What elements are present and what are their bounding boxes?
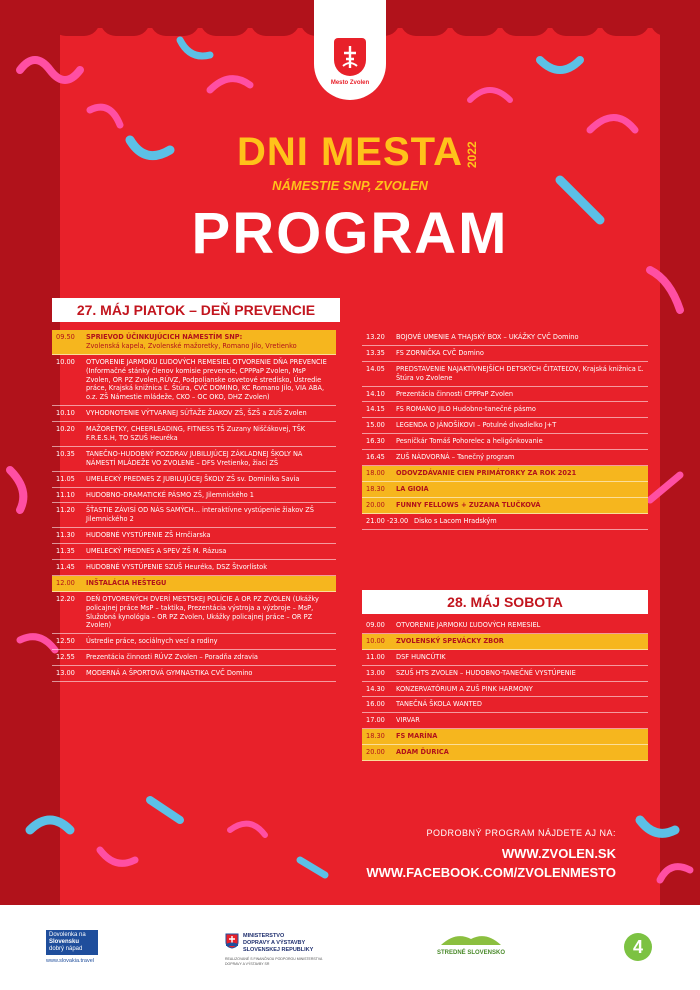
program-item-time: 18.30 <box>366 484 385 493</box>
program-item-time: 16.45 <box>366 453 385 462</box>
program-item <box>52 355 336 406</box>
program-item-text-wrap <box>396 485 644 494</box>
program-item-text-wrap <box>86 547 332 556</box>
program-item-time: 11.35 <box>56 547 75 556</box>
program-item-text: Pesničkár Tomáš Pohorelec a heligónkovanie <box>396 437 543 446</box>
program-item-time: 15.00 <box>366 421 385 430</box>
program-item <box>362 666 648 682</box>
program-item-time: 13.00 <box>56 669 75 678</box>
program-item-time: 12.00 <box>56 578 75 587</box>
program-item-text: KONZERVATÓRIUM A ZUŠ PINK HARMONY <box>396 684 533 693</box>
program-item-time: 14.10 <box>366 389 385 398</box>
program-item-text: SZUŠ HTS ZVOLEN – HUDOBNO-TANEČNÉ VYSTÚPENIE <box>396 668 576 677</box>
program-item-time: 16.00 <box>366 700 385 709</box>
program-item-time: 11.20 <box>56 506 75 515</box>
ministry-logo <box>225 933 335 966</box>
program-item-text: Prezentácia činnosti CPPPaP Zvolen <box>396 389 514 398</box>
program-item-text-wrap <box>396 732 644 741</box>
program-item-text-wrap <box>396 501 644 510</box>
program-item <box>362 402 648 418</box>
program-item-text: Ústredie práce, sociálnych vecí a rodiny <box>86 637 218 646</box>
website-link[interactable]: WWW.ZVOLEN.SK <box>501 846 616 861</box>
program-item <box>52 576 336 592</box>
program-item-time: 14.30 <box>366 684 385 693</box>
program-item-text: PREDSTAVENIE NAJAKTÍVNEJŠÍCH DETSKÝCH ČITATEĽOV, Krajská knižnica Ľ. Štúra vo Zvolene <box>396 364 644 382</box>
program-item-time: 11.45 <box>56 563 75 572</box>
program-item-time: 13.20 <box>366 333 385 341</box>
program-item <box>362 482 648 498</box>
program-item-text: HUDOBNÉ VYSTÚPENIE SZUŠ Heuréka, DSZ Štvorlístok <box>86 563 268 572</box>
program-item-text: MODERNÁ A ŠPORTOVÁ GYMNASTIKA CVČ Domino <box>86 669 253 678</box>
day1-right-column <box>362 330 648 530</box>
program-item-text: LA GIOIA <box>396 484 429 493</box>
program-item <box>362 618 648 634</box>
event-year: 2022 <box>465 141 479 168</box>
city-logo-tab <box>314 0 386 100</box>
program-item-text: MAŽORETKY, CHEERLEADING, FITNESS TŠ Zuzany Niščákovej, TŠK F.R.E.S.H, TO SZUŠ Heuréka <box>86 425 306 443</box>
program-item <box>52 528 336 544</box>
more-info-text: PODROBNÝ PROGRAM NÁJDETE AJ NA: <box>426 828 616 838</box>
program-item-text-wrap <box>86 450 332 468</box>
program-item <box>52 544 336 560</box>
program-item-time: 12.20 <box>56 594 75 603</box>
program-item <box>362 682 648 698</box>
program-item-text-wrap <box>86 595 332 631</box>
program-item-text-wrap <box>396 390 644 399</box>
slovak-emblem-icon <box>225 933 239 949</box>
program-item-text-wrap <box>396 365 644 383</box>
program-item-text: DSF HUNCÚTIK <box>396 652 446 661</box>
facebook-link[interactable]: WWW.FACEBOOK.COM/ZVOLENMESTO <box>366 865 616 880</box>
program-item-text: FS MARÍNA <box>396 732 438 741</box>
program-item-time: 12.55 <box>56 653 75 662</box>
program-item-text: ODOVZDÁVANIE CIEN PRIMÁTORKY ZA ROK 2021 <box>396 469 577 478</box>
program-item <box>362 498 648 514</box>
program-item <box>362 650 648 666</box>
stredne-slovensko-logo <box>436 931 506 956</box>
program-item-text-wrap <box>396 621 644 630</box>
program-item-text: VIRVAR <box>396 716 420 725</box>
program-item <box>52 592 336 635</box>
program-item-text: FS ROMANO JILO Hudobno-tanečné pásmo <box>396 405 536 414</box>
program-item-time: 10.00 <box>56 357 75 366</box>
program-item-text-wrap <box>86 579 332 588</box>
program-item-time: 10.10 <box>56 409 75 418</box>
channel-logo <box>624 933 652 961</box>
ministry-line3: SLOVENSKEJ REPUBLIKY <box>243 947 314 954</box>
program-item-text: HUDOBNÉ VYSTÚPENIE ZŠ Hrnčiarska <box>86 531 211 540</box>
day1-heading: 27. MÁJ PIATOK – DEŇ PREVENCIE <box>52 298 340 322</box>
program-item-text-wrap <box>86 409 332 418</box>
channel-number: 4 <box>632 937 643 957</box>
program-item-time: 13.35 <box>366 348 385 357</box>
program-item-subtext: Zvolenská kapela, Zvolenské mažoretky, Romano Jilo, Vretienko <box>86 341 297 350</box>
program-item <box>362 713 648 729</box>
program-item <box>52 447 336 472</box>
program-item-text-wrap <box>396 653 644 662</box>
program-item-text: ZUŠ NÁDVORNÁ – Tanečný program <box>396 453 515 462</box>
program-item-text-wrap <box>396 421 644 430</box>
program-item-time: 11.10 <box>56 490 75 499</box>
event-location: NÁMESTIE SNP, ZVOLEN <box>272 178 428 193</box>
program-item-time: 14.15 <box>366 405 385 414</box>
program-item-time: 10.20 <box>56 425 75 434</box>
program-item-time: 12.50 <box>56 637 75 646</box>
program-item <box>52 503 336 528</box>
hills-icon <box>441 931 501 945</box>
program-item-text-wrap <box>86 653 332 662</box>
program-item-time: 18.00 <box>366 469 385 478</box>
day2-heading: 28. MÁJ SOBOTA <box>362 590 648 614</box>
program-item-text: ŠŤASTIE ZÁVISÍ OD NÁS SAMÝCH... interaktívne vystúpenie žiakov ZŠ Jilemnického 2 <box>86 506 314 524</box>
program-item <box>362 362 648 387</box>
program-item-time: 10.35 <box>56 449 75 458</box>
program-item <box>52 560 336 576</box>
program-item-time: 14.05 <box>366 364 385 373</box>
program-item-time: 20.00 <box>366 748 385 757</box>
program-item <box>362 418 648 434</box>
program-item-text-wrap <box>396 349 644 358</box>
program-item-text-wrap <box>86 563 332 572</box>
program-item-text: UMELECKÝ PREDNES A SPEV ZŠ M. Rázusa <box>86 547 227 556</box>
program-item <box>52 650 336 666</box>
program-item <box>52 406 336 422</box>
program-item-text-wrap <box>396 685 644 694</box>
program-item-text: HUDOBNO-DRAMATICKÉ PÁSMO ZŠ, Jilemnického 1 <box>86 490 255 499</box>
program-item-text-wrap <box>86 491 332 500</box>
day1-left-column <box>52 330 336 682</box>
program-item-time: 09.00 <box>366 621 385 629</box>
program-item-text-wrap <box>396 748 644 757</box>
program-item-time: 20.00 <box>366 500 385 509</box>
program-item-time: 17.00 <box>366 716 385 725</box>
program-item-time: 11.05 <box>56 474 75 483</box>
program-item <box>362 697 648 713</box>
sponsor-footer <box>0 905 700 990</box>
program-item-text: LEGENDA O JÁNOŠÍKOVI – Potulné divadielko J+T <box>396 421 557 430</box>
program-item-text: FS ZORNIČKA CVČ Domino <box>396 348 484 357</box>
sk-travel-url: www.slovakia.travel <box>46 957 94 964</box>
program-item-time: 10.00 <box>366 636 385 645</box>
program-item-text-wrap <box>396 716 644 725</box>
program-item <box>362 466 648 482</box>
program-item-text: ZVOLENSKÝ SPEVÁCKY ZBOR <box>396 636 504 645</box>
program-item-text: OTVORENIE JARMOKU ĽUDOVÝCH REMESIEL OTVORENIE DŇA PREVENCIE (Informačné stánky členov komisie prevencie, CPPPaP Zvolen, MsP Zvolen, OR PZ Zvolen,RÚVZ, Podpolianske osvetové stredisko, Ústredie práce, Krajská knižnica Ľ. Štúra, CVČ DOMINO, KC Romano Jilo, VIA ABA, o.z. ZŠ Námestie mládeže, CKO – OC OKO, DHZ Zvolen) <box>86 357 327 402</box>
program-item <box>52 666 336 682</box>
program-item <box>362 434 648 450</box>
program-item-text: Disko s Lacom Hradským <box>414 516 497 525</box>
program-item-text-wrap <box>86 475 332 484</box>
program-item-text-wrap <box>86 506 332 524</box>
program-item <box>362 330 648 346</box>
program-item-text-wrap <box>396 669 644 678</box>
program-item <box>362 387 648 403</box>
day2-column <box>362 618 648 761</box>
program-heading: PROGRAM <box>191 201 509 266</box>
program-item-text-wrap <box>86 333 332 351</box>
program-item-text-wrap <box>396 405 644 414</box>
program-item-text: OTVORENIE JARMOKU ĽUDOVÝCH REMESIEL <box>396 621 541 629</box>
ministry-line2: DOPRAVY A VÝSTAVBY <box>243 940 306 947</box>
program-item-text-wrap <box>86 637 332 646</box>
ministry-note: REALIZOVANÉ S FINANČNOU PODPOROU MINISTERSTVA DOPRAVY A VÝSTAVBY SR <box>225 957 323 966</box>
program-item-text-wrap <box>86 669 332 678</box>
program-item-text: TANEČNÁ ŠKOLA WANTED <box>396 700 482 709</box>
program-item <box>362 745 648 761</box>
program-item-text-wrap <box>86 425 332 443</box>
program-item-text: ADAM ĎURICA <box>396 748 449 757</box>
program-item-time: 11.00 <box>366 652 385 661</box>
slovakia-travel-logo <box>46 930 98 964</box>
program-item <box>362 346 648 362</box>
program-item-text: TANEČNO-HUDOBNÝ POZDRAV JUBILUJÚCEJ ZÁKLADNEJ ŠKOLY NA NÁMESTÍ MLÁDEŽE VO ZVOLENE – DFS Vretienko, žiaci ZŠ <box>86 449 303 467</box>
region-name: STREDNÉ SLOVENSKO <box>436 950 505 956</box>
program-item-text: UMELECKÝ PREDNES Z JUBILUJÚCEJ ŠKOLY ZŠ sv. Dominika Savia <box>86 474 300 483</box>
program-item-text-wrap <box>86 358 332 402</box>
program-item-text-wrap <box>396 637 644 646</box>
program-item-text-wrap <box>396 453 644 462</box>
program-item-time: 09.50 <box>56 333 75 341</box>
program-item <box>52 472 336 488</box>
program-item <box>52 330 336 355</box>
sk-travel-line3: dobrý nápad <box>49 945 83 952</box>
program-item-text-wrap <box>396 437 644 446</box>
program-item-text: FUNNY FELLOWS + ZUZANA TLUČKOVÁ <box>396 500 541 509</box>
program-item <box>362 514 648 530</box>
city-coat-of-arms-icon <box>334 38 366 76</box>
program-item <box>52 488 336 504</box>
event-title: DNI MESTA <box>236 130 464 174</box>
program-item <box>362 729 648 745</box>
more-info <box>366 828 616 880</box>
ministry-line1: MINISTERSTVO <box>243 933 285 939</box>
program-item-time: 11.30 <box>56 531 75 540</box>
program-item-text: VYHODNOTENIE VÝTVARNEJ SÚŤAŽE ŽIAKOV ZŠ, ŠZŠ a ZUŠ Zvolen <box>86 409 307 418</box>
program-item-text-wrap <box>396 333 644 342</box>
sk-travel-line1: Dovolenka na <box>49 932 86 938</box>
program-item-text-wrap <box>414 517 644 526</box>
sk-travel-line2: Slovensku <box>49 938 80 945</box>
program-item-text: Prezentácia činnosti RÚVZ Zvolen – Poradňa zdravia <box>86 653 258 662</box>
program-item <box>52 422 336 447</box>
program-item <box>362 634 648 650</box>
program-item-text-wrap <box>86 531 332 540</box>
program-item-time: 16.30 <box>366 437 385 446</box>
city-logo-name: Mesto Zvolen <box>330 80 370 86</box>
program-item-time: 18.30 <box>366 732 385 741</box>
program-item-text: BOJOVÉ UMENIE A THAJSKÝ BOX – UKÁŽKY CVČ Domino <box>396 333 579 341</box>
program-item <box>52 634 336 650</box>
program-item-text: DEŇ OTVORENÝCH DVERÍ MESTSKEJ POLÍCIE A OR PZ ZVOLEN (Ukážky policajnej práce MsP – taktika, Prezentácia výstroja a výzbroje – MsP, Služobná kynológia – OR PZ Zvolen, Ukážky policajnej práce – OR PZ Zvolen) <box>86 594 319 630</box>
program-item-time: 21.00 -23.00 <box>366 516 409 525</box>
program-item-text-wrap <box>396 700 644 709</box>
program-item-text: SPRIEVOD ÚČINKUJÚCICH NÁMESTÍM SNP: <box>86 333 243 341</box>
program-item-text: INŠTALÁCIA HEŠTEGU <box>86 578 167 587</box>
program-item <box>362 450 648 466</box>
program-item-time: 13.00 <box>366 668 385 677</box>
program-item-text-wrap <box>396 469 644 478</box>
